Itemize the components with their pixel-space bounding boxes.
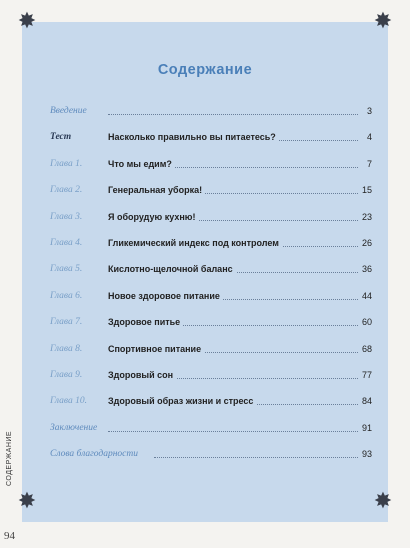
toc-entry-label: Глава 8. bbox=[50, 343, 83, 354]
toc-entry-label: Глава 2. bbox=[50, 185, 83, 196]
toc-entry-label: Тест bbox=[50, 132, 72, 143]
toc-entry-label: Глава 6. bbox=[50, 290, 83, 301]
toc-entry-title: Гликемический индекс под контролем bbox=[108, 236, 282, 250]
toc-entry[interactable] bbox=[50, 262, 372, 276]
toc-entry-page: 60 bbox=[361, 317, 372, 328]
leader-dots bbox=[108, 101, 358, 115]
toc-entry[interactable] bbox=[50, 447, 372, 461]
toc-entry-label: Глава 1. bbox=[50, 158, 83, 169]
toc-entry-label: Глава 3. bbox=[50, 211, 83, 222]
toc-entry[interactable] bbox=[50, 130, 372, 144]
page-number: 94 bbox=[4, 530, 15, 542]
toc-entry[interactable] bbox=[50, 157, 372, 171]
star-ornament-icon: ✸ bbox=[17, 488, 37, 513]
contents-panel bbox=[22, 22, 388, 522]
toc-entry-title: Что мы едим? bbox=[108, 157, 175, 171]
toc-entry-title: Здоровое питье bbox=[108, 315, 183, 329]
star-ornament-icon: ✸ bbox=[373, 488, 393, 513]
toc-entry-label: Глава 9. bbox=[50, 370, 83, 380]
toc-entry-label: Заключение bbox=[50, 421, 100, 435]
toc-entry-title: Здоровый образ жизни и стресс bbox=[108, 394, 256, 408]
toc-entry-label: Введение bbox=[50, 104, 90, 118]
toc-entry[interactable] bbox=[50, 421, 372, 435]
toc-entry-page: 4 bbox=[366, 132, 372, 143]
toc-entry[interactable] bbox=[50, 183, 372, 197]
toc-entry-title: Здоровый сон bbox=[108, 368, 176, 382]
toc-entry-page: 36 bbox=[361, 264, 372, 275]
toc-entry[interactable] bbox=[50, 368, 372, 382]
toc-entry-title: Спортивное питание bbox=[108, 342, 204, 356]
toc-entry-label: Глава 7. bbox=[50, 317, 83, 328]
section-side-label: СОДЕРЖАНИЕ bbox=[6, 430, 13, 486]
toc-entry[interactable] bbox=[50, 289, 372, 303]
toc-entry-page: 93 bbox=[361, 449, 372, 460]
leader-dots bbox=[108, 418, 358, 432]
toc-entry-label: Глава 10. bbox=[50, 396, 87, 407]
toc-entry-page: 91 bbox=[361, 422, 372, 433]
toc-entry-page: 84 bbox=[361, 396, 372, 407]
toc-entry-page: 44 bbox=[361, 290, 372, 301]
toc-entry-page: 68 bbox=[361, 343, 372, 354]
leader-dots bbox=[154, 444, 358, 458]
toc-entry-page: 15 bbox=[361, 185, 372, 196]
toc-entry-page: 7 bbox=[366, 158, 372, 169]
toc-entry-page: 26 bbox=[361, 238, 372, 248]
toc-entry[interactable] bbox=[50, 236, 372, 250]
toc-entry-page: 77 bbox=[361, 370, 372, 380]
toc-entry-title: Кислотно-щелочной баланс bbox=[108, 262, 236, 276]
toc-entry[interactable] bbox=[50, 210, 372, 224]
toc-entry[interactable] bbox=[50, 315, 372, 329]
toc-entry-page: 23 bbox=[361, 211, 372, 222]
toc-entry-label: Слова благодарности bbox=[50, 447, 141, 461]
toc-entry-title: Генеральная уборка! bbox=[108, 183, 205, 197]
toc-entry-label: Глава 4. bbox=[50, 238, 83, 248]
toc-entry[interactable] bbox=[50, 104, 372, 118]
star-ornament-icon: ✸ bbox=[373, 8, 393, 33]
toc-entry-title: Новое здоровое питание bbox=[108, 289, 223, 303]
toc-entry[interactable] bbox=[50, 394, 372, 408]
toc-entry-title: Я оборудую кухню! bbox=[108, 210, 198, 224]
toc-entry-title: Насколько правильно вы питаетесь? bbox=[108, 130, 279, 144]
toc-entry[interactable] bbox=[50, 342, 372, 356]
star-ornament-icon: ✸ bbox=[17, 8, 37, 33]
toc-entry-label: Глава 5. bbox=[50, 264, 83, 275]
toc-entry-page: 3 bbox=[366, 106, 372, 116]
page-title: Содержание bbox=[157, 62, 253, 78]
